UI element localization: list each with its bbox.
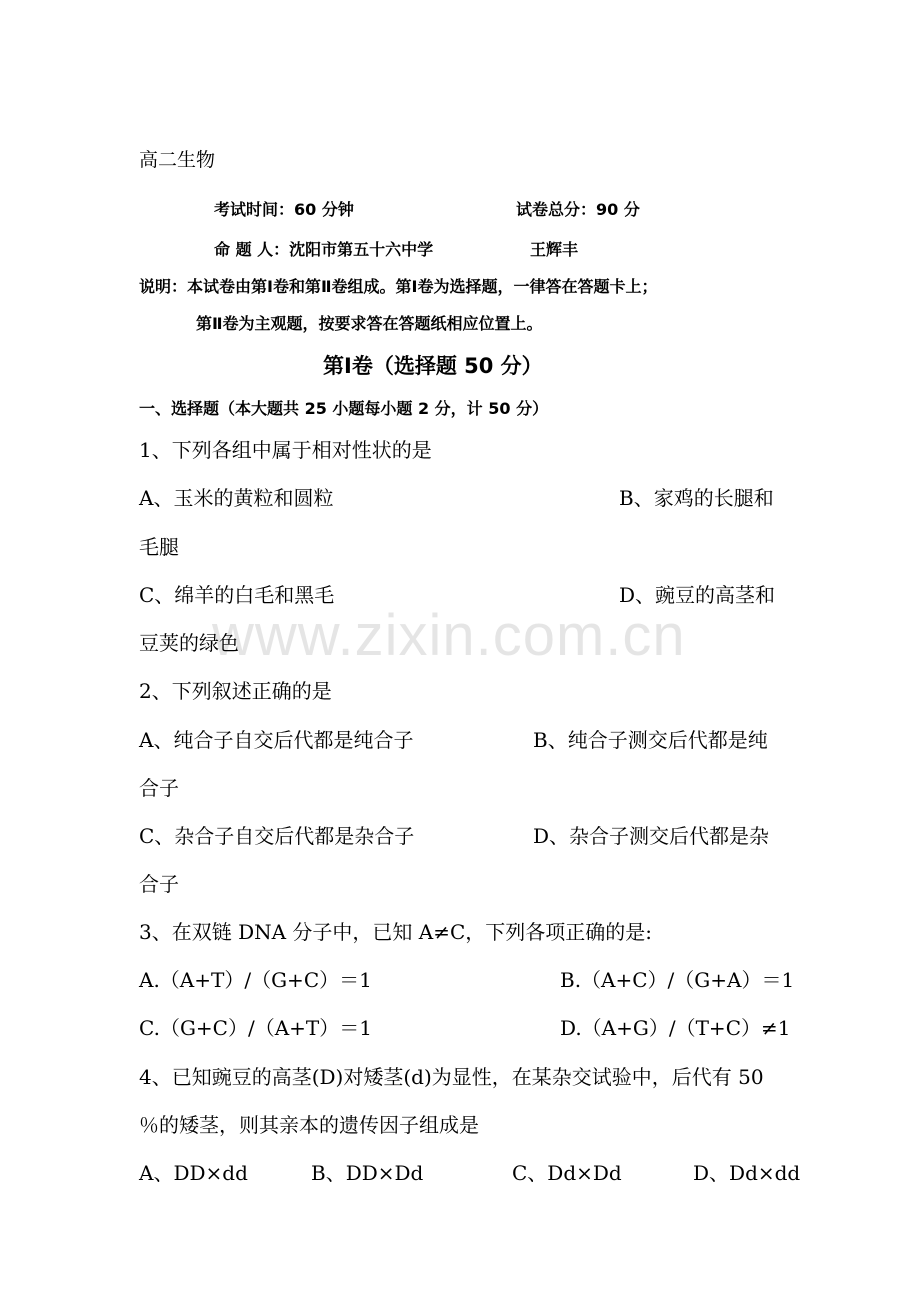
watermark: www.zixin.com.cn bbox=[212, 603, 686, 668]
question-1-option-c: C、绵羊的白毛和黑毛 bbox=[139, 583, 335, 607]
question-1-option-b-continued: 毛腿 bbox=[139, 535, 179, 559]
author-name: 王辉丰 bbox=[530, 240, 579, 259]
exam-time: 考试时间：60 分钟 bbox=[214, 200, 354, 219]
question-4-option-d: D、Dd×dd bbox=[693, 1161, 801, 1185]
question-4-option-b: B、DD×Dd bbox=[311, 1161, 424, 1185]
question-4-option-c: C、Dd×Dd bbox=[512, 1161, 622, 1185]
question-4-stem-line-2: ％的矮茎，则其亲本的遗传因子组成是 bbox=[139, 1113, 479, 1137]
question-3-option-c: C.（G+C）/（A+T）＝1 bbox=[139, 1016, 372, 1040]
question-3-option-b: B.（A+C）/（G+A）＝1 bbox=[560, 968, 795, 992]
question-1-option-d-continued: 豆荚的绿色 bbox=[139, 631, 239, 655]
question-3-stem: 3、在双链 DNA 分子中，已知 A≠C，下列各项正确的是: bbox=[139, 920, 653, 944]
question-3-option-a: A.（A+T）/（G+C）＝1 bbox=[139, 968, 372, 992]
question-2-option-d: D、杂合子测交后代都是杂 bbox=[533, 824, 770, 848]
question-4-option-a: A、DD×dd bbox=[139, 1161, 248, 1185]
question-2-option-a: A、纯合子自交后代都是纯合子 bbox=[139, 728, 414, 752]
question-2-option-d-continued: 合子 bbox=[139, 872, 179, 896]
question-1-option-b: B、家鸡的长腿和 bbox=[619, 486, 774, 510]
question-1-option-d: D、豌豆的高茎和 bbox=[619, 583, 776, 607]
section-subtitle: 一、选择题（本大题共 25 小题每小题 2 分，计 50 分） bbox=[139, 399, 549, 418]
question-4-stem-line-1: 4、已知豌豆的高茎(D)对矮茎(d)为显性，在某杂交试验中，后代有 50 bbox=[139, 1065, 764, 1089]
author-label: 命 题 人：沈阳市第五十六中学 bbox=[214, 240, 434, 259]
question-1-stem: 1、下列各组中属于相对性状的是 bbox=[139, 438, 432, 462]
question-1-option-a: A、玉米的黄粒和圆粒 bbox=[139, 486, 334, 510]
instructions-line-1: 说明：本试卷由第Ⅰ卷和第Ⅱ卷组成。第Ⅰ卷为选择题，一律答在答题卡上； bbox=[139, 277, 658, 296]
instructions-line-2: 第Ⅱ卷为主观题，按要求答在答题纸相应位置上。 bbox=[196, 314, 543, 333]
question-2-option-b-continued: 合子 bbox=[139, 776, 179, 800]
subject-title: 高二生物 bbox=[139, 149, 216, 171]
question-2-stem: 2、下列叙述正确的是 bbox=[139, 679, 332, 703]
question-3-option-d: D.（A+G）/（T+C）≠1 bbox=[560, 1016, 791, 1040]
section-title: 第Ⅰ卷（选择题 50 分） bbox=[323, 354, 543, 378]
question-2-option-c: C、杂合子自交后代都是杂合子 bbox=[139, 824, 415, 848]
question-2-option-b: B、纯合子测交后代都是纯 bbox=[533, 728, 768, 752]
total-score: 试卷总分：90 分 bbox=[516, 200, 640, 219]
